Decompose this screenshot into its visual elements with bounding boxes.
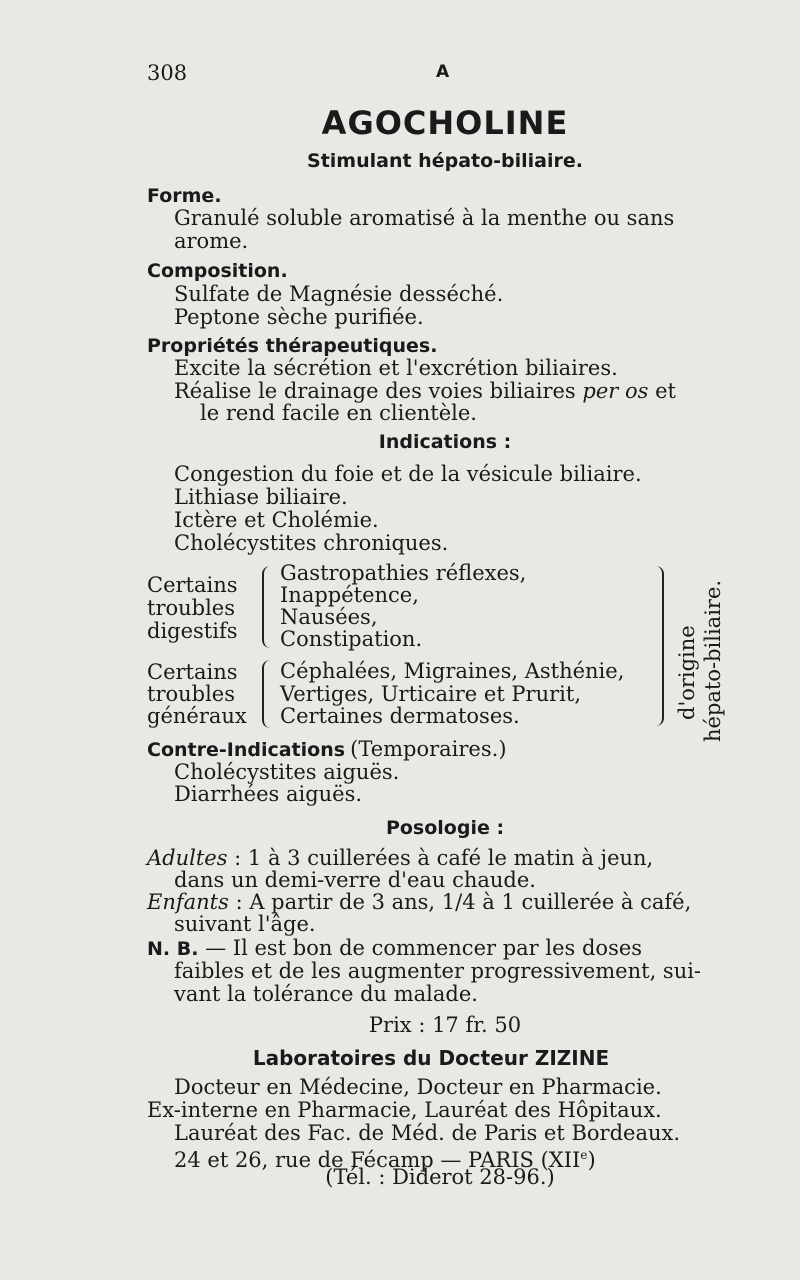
indication-line: Lithiase biliaire. [174,485,348,509]
posologie-line [147,891,691,914]
contre-heading-row [147,738,507,761]
generaux-item: Céphalées, Migraines, Asthénie, [280,659,625,683]
address-text: 24 et 26, rue de Fécamp — PARIS (XII [174,1148,581,1172]
origin-line: d'origine [675,625,699,720]
laboratory-line: Ex-interne en Pharmacie, Lauréat des Hôpitaux. [147,1098,662,1122]
generaux-item: Certaines dermatoses. [280,704,520,728]
proprietes-line: Excite la sécrétion et l'excrétion biliaires. [174,356,618,380]
posologie-line: dans un demi-verre d'eau chaude. [174,868,536,892]
digestifs-label: digestifs [147,619,238,643]
left-brace [262,660,272,728]
posologie-text: : A partir de 3 ans, 1/4 à 1 cuillerée à café, [228,890,692,914]
page-number: 308 [147,61,188,85]
posologie-text: : 1 à 3 cuillerées à café le matin à jeun, [227,846,654,870]
generaux-item: Vertiges, Urticaire et Prurit, [280,682,581,706]
contre-heading: Contre-Indications [147,739,346,761]
posologie-line [147,847,653,870]
origin-line: hépato-biliaire. [701,579,725,742]
indication-line: Ictère et Cholémie. [174,508,379,532]
generaux-label: troubles [147,682,236,706]
address-superscript: e [580,1148,588,1162]
product-title: AGOCHOLINE [321,104,569,142]
composition-line: Sulfate de Magnésie desséché. [174,282,504,306]
price: Prix : 17 fr. 50 [368,1013,522,1037]
digestifs-label: troubles [147,596,236,620]
proprietes-text: Réalise le drainage des voies biliaires [174,379,583,403]
nb-line [147,937,642,961]
posologie-heading: Posologie : [385,817,505,839]
composition-line: Peptone sèche purifiée. [174,305,424,329]
forme-heading: Forme. [147,185,222,207]
section-letter: A [436,62,450,82]
left-brace [262,566,272,648]
digestifs-item: Gastropathies réflexes, [280,561,527,585]
contre-line: Cholécystites aiguës. [174,760,400,784]
nb-text: — Il est bon de commencer par les doses [198,936,643,960]
adultes-label: Adultes [147,846,228,870]
laboratory-line: Lauréat des Fac. de Méd. de Paris et Bordeaux. [174,1121,681,1145]
nb-line: faibles et de les augmenter progressivement, sui- [174,959,702,983]
digestifs-item: Inappétence, [280,583,419,607]
product-subtitle: Stimulant hépato-biliaire. [307,150,583,172]
indication-line: Cholécystites chroniques. [174,531,449,555]
proprietes-line [174,380,676,403]
indications-heading: Indications : [378,431,512,453]
laboratory-heading: Laboratoires du Docteur ZIZINE [252,1046,610,1070]
digestifs-item: Constipation. [280,627,423,651]
generaux-label: généraux [147,704,247,728]
indication-line: Congestion du foie et de la vésicule biliaire. [174,462,642,486]
nb-line: vant la tolérance du malade. [174,982,478,1006]
contre-line: Diarrhées aiguës. [174,782,363,806]
laboratory-phone: (Tél. : Diderot 28-96.) [325,1165,555,1189]
forme-line: arome. [174,229,249,253]
proprietes-line: le rend facile en clientèle. [200,401,477,425]
generaux-label: Certains [147,660,238,684]
nb-label: N. B. [147,938,199,960]
contre-note: (Temporaires.) [350,737,507,761]
enfants-label: Enfants [147,890,229,914]
laboratory-line: Docteur en Médecine, Docteur en Pharmacie. [174,1075,662,1099]
digestifs-label: Certains [147,573,238,597]
proprietes-heading: Propriétés thérapeutiques. [147,335,438,357]
digestifs-item: Nausées, [280,605,378,629]
proprietes-italic: per os [582,379,649,403]
posologie-line: suivant l'âge. [174,912,316,936]
right-brace [652,566,664,726]
composition-heading: Composition. [147,260,288,282]
address-text: ) [587,1148,596,1172]
forme-line: Granulé soluble aromatisé à la menthe ou sans [174,206,675,230]
proprietes-text: et [648,379,676,403]
